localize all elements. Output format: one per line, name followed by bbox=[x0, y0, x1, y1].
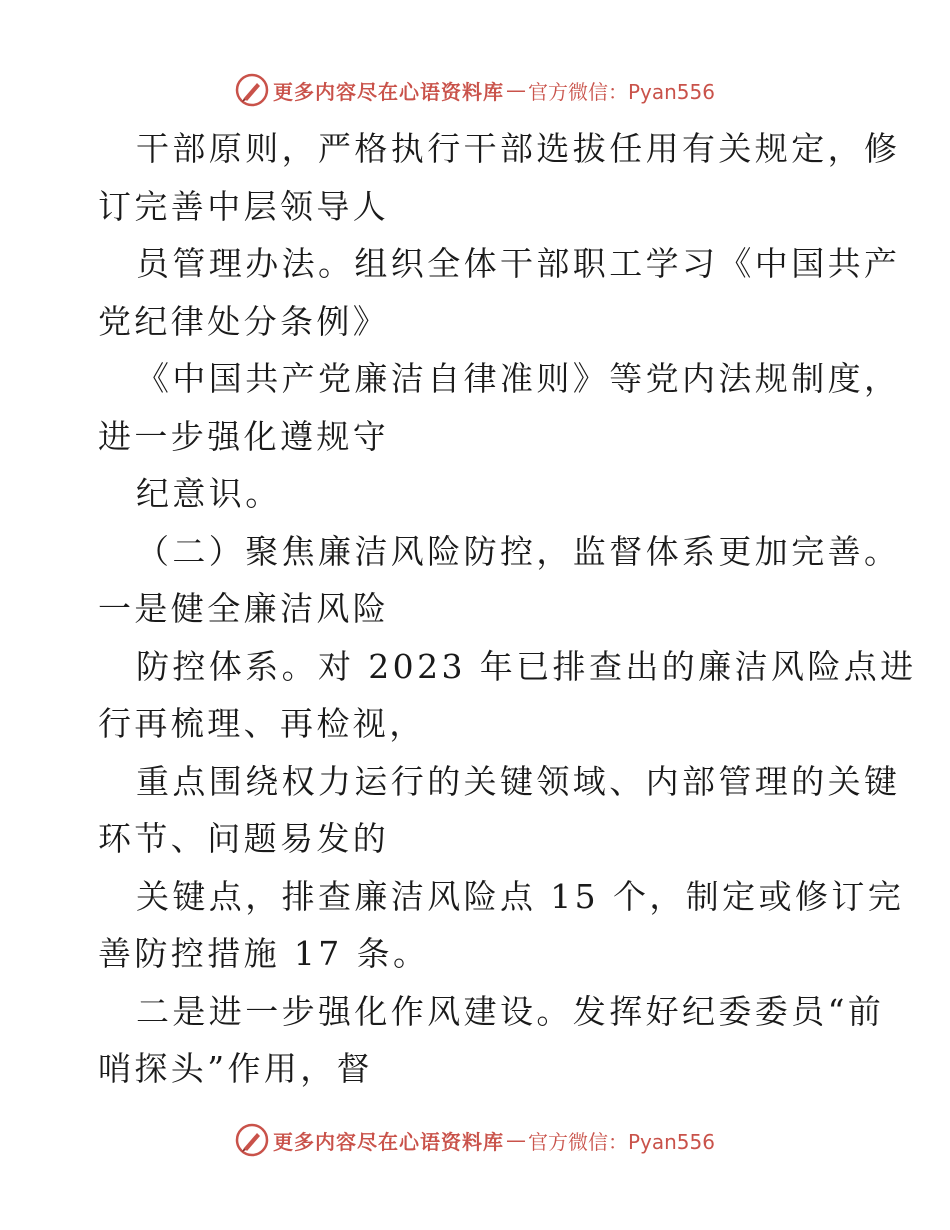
watermark-site-text: 更多内容尽在心语资料库 bbox=[272, 1129, 504, 1154]
text-line: 关键点，排查廉洁风险点 15 个，制定或修订完 bbox=[136, 876, 905, 916]
body-text bbox=[98, 120, 917, 1098]
text-line: 二是进一步强化作风建设。发挥好纪委委员“前 bbox=[136, 991, 885, 1031]
text-line: 纪意识。 bbox=[136, 474, 282, 513]
text-line: 《中国共产党廉洁自律准则》等党内法规制度， bbox=[136, 359, 901, 398]
footer-watermark bbox=[0, 1120, 950, 1160]
watermark-suffix-text: 官方微信：Pyan556 bbox=[527, 79, 715, 104]
pen-circle-logo-icon bbox=[235, 1123, 269, 1157]
text-line: 员管理办法。组织全体干部职工学习《中国共产 bbox=[136, 244, 901, 283]
watermark-suffix-text: 官方微信：Pyan556 bbox=[527, 1129, 715, 1154]
pen-circle-logo-icon bbox=[235, 73, 269, 107]
text-line: 环节、问题易发的 bbox=[98, 819, 390, 858]
text-line: 行再梳理、再检视， bbox=[98, 704, 426, 743]
text-line: 干部原则，严格执行干部选拔任用有关规定，修 bbox=[136, 129, 901, 168]
text-line: 进一步强化遵规守 bbox=[98, 416, 390, 456]
watermark-site-text: 更多内容尽在心语资料库 bbox=[272, 79, 504, 104]
text-line: 订完善中层领导人 bbox=[98, 186, 390, 226]
text-line: 重点围绕权力运行的关键领域、内部管理的关键 bbox=[136, 761, 901, 801]
watermark-dash: — bbox=[505, 78, 526, 102]
header-watermark bbox=[0, 70, 950, 110]
text-line: 一是健全廉洁风险 bbox=[98, 589, 390, 628]
text-line: 善防控措施 17 条。 bbox=[98, 934, 430, 973]
text-line: 防控体系。对 2023 年已排查出的廉洁风险点进 bbox=[136, 646, 917, 686]
text-line: （二）聚焦廉洁风险防控，监督体系更加完善。 bbox=[136, 531, 901, 571]
text-line: 党纪律处分条例》 bbox=[98, 301, 390, 341]
text-line: 哨探头”作用，督 bbox=[98, 1049, 374, 1088]
watermark-dash: — bbox=[505, 1128, 526, 1152]
